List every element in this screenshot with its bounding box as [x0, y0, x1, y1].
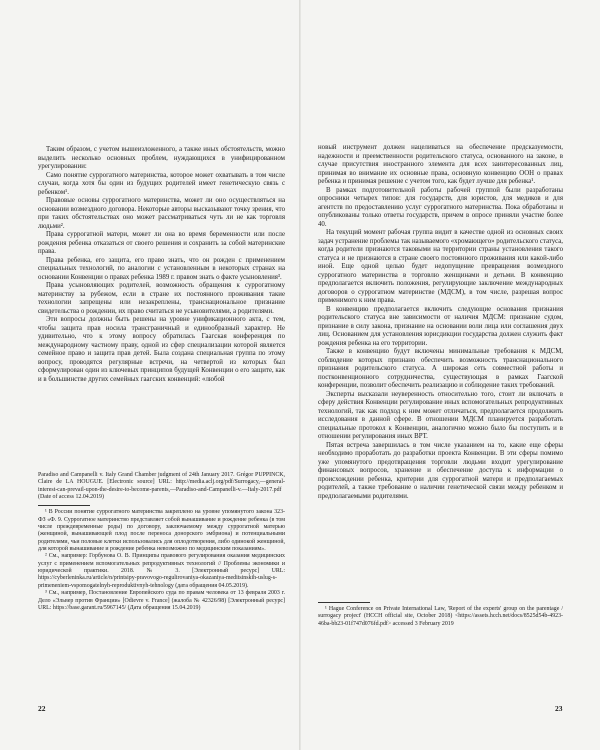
left-footnote-2: ² См., например: Горбунова О. В. Принципы правового регулирования оказания медицинских услуг с применением вспомогательных репродуктивных технологий // Проблемы экономики и юридической практики. 2018. № 3. [Электронный ресурс] URL: https://cyberleninka.ru/article/n/printsipy-pravovogo-regulirovaniya-okazaniya-meditsinskih-uslug-s-primeneniem-vspomogatelnyh-reproduktivnyh-tehnology (дата обращения 04.05.2019).	[38, 553, 285, 589]
right-paragraph-1: новый инструмент должен нацеливаться на обеспечение предсказуемости, надежности и преемственности родительского статуса, основанного на законе, в случае присутствия иностранного элемента для всех заинтересованных лиц, принимая во внимание их основные права, основную конвенцию ООН о правах ребенка и принимая решение с учетом того, как будет лучше для ребенка¹.	[318, 144, 563, 185]
left-footnote-citation: Paradiso and Campanelli v. Italy Grand Chamber judgment of 24th January 2017. Grégor PUPPINCK, Claire de LA HOUGUE. [Electronic source] URL: http://media.aclj.org/pdf/Surrogacy,—general-interest-can-prevail-upon-the-desire-to-become-parents,—Paradiso-and-Campanelli-v.—Italy-2017.pdf (Date of access 12.04.2019)	[38, 472, 285, 501]
left-footnote-1: ¹ В России понятие суррогатного материнства закреплено на уровне упомянутого закона 323-ФЗ «Ф. 9. Суррогатное материнство представляет собой вынашивание и рождение ребенка (в том числе преждевременные роды) по договору, заключаемому между суррогатной матерью (женщиной, вынашивающей плод после переноса донорского эмбриона) и потенциальными родителями, чьи половые клетки использовались для оплодотворения, либо одинокой женщиной, для которой вынашивание и рождение ребенка невозможно по медицинским показаниям».	[38, 509, 285, 553]
right-page	[301, 0, 600, 750]
left-paragraph-7: Эти вопросы должны быть решены на уровне унификационного акта, с тем, чтобы защита прав носила трансграничный и единообразный характер. Не удивительно, что к этому вопросу обратилась Гаагская конференция по международному частному праву, одной из сфер специализации которой является семейное право и защита прав детей. Была создана специальная группа по этому вопросу, проводятся регулярные встречи, на четвертой из которых был сформулирован один из ключевых принципов будущей Конвенции о его защите, как и в большинстве других семейных гаагских конвенций: «любой	[38, 316, 285, 383]
right-paragraph-6: Эксперты высказали неуверенность относительно того, стоит ли включать в сферу действия Конвенции регулирование иных вспомогательных репродуктивных технологий, так как подход к ним может отличаться, предполагается продолжить исследования в данной сфере. В отношении МДСМ планируется разработать специальные протокол к Конвенции, аналогично можно было бы поступить и в отношении регулирования иных ВРТ.	[318, 390, 563, 440]
left-paragraph-5: Права ребенка, его защита, его право знать, что он рожден с применением специальных технологий, по аналогии с установленным в некоторых странах на основании Конвенции о правах ребенка 1989 г. правом знать о факте усыновления³.	[38, 256, 285, 281]
left-footnotes	[38, 472, 285, 612]
right-paragraph-3: На текущий момент рабочая группа видит в качестве одной из основных своих задач устранение проблемы так называемого «хромающего» родительского статуса, когда родители признаются таковыми на территории страны установления такого статуса и не признаются в стране своего постоянного проживания или какой-либо иной. Еще одной целью будет недопущение превращения возмездного суррогатного материнства в торговлю женщинами и детьми. В конвенцию предполагается включить положения, регулирующие заключение международных договоров о суррогатном материнстве (МДСМ), в том числе, разрешая вопрос применимого к ним права.	[318, 229, 563, 304]
left-paragraph-2: Само понятие суррогатного материнства, которое может охватывать в том числе случаи, когда хотя бы один из будущих родителей имеет генетическую связь с ребенком¹.	[38, 171, 285, 196]
left-footnote-3: ³ См., например, Постановление Европейского суда по правам человека от 13 февраля 2003 г. Дело «Эльвер против Франции» [Odievre v. France] (жалоба № 42326/98) [Электронный ресурс] URL: https://base.garant.ru/5967145/ (Дата обращения 15.04.2019)	[38, 590, 285, 611]
footnote-separator	[38, 505, 90, 506]
left-body-text	[38, 146, 285, 384]
left-paragraph-1: Таким образом, с учетом вышеизложенного, а также иных обстоятельств, можно выделить несколько основных проблем, нуждающихся в унифицированном урегулировании:	[38, 146, 285, 170]
left-page-number: 22	[38, 704, 46, 713]
right-footnote-1: ¹ Hague Conference on Private International Law, 'Report of the experts' group on the parentage / surrogacy project' (HCCH official site, October 2018) <https://assets.hcch.net/docs/8525d54b-4923-46ba-bb23-01f747d076fd.pdf> accessed 3 February 2019	[318, 606, 563, 627]
left-paragraph-6: Права усыновляющих родителей, возможность обращения к суррогатному материнству за рубежом, если в стране их постоянного проживания такие технологии запрещены или незакреплены, транснациональное признание свидетельства о рождении, их право считаться не усыновителями, а родителями.	[38, 282, 285, 315]
right-body-text	[318, 144, 563, 501]
right-paragraph-5: Также в конвенцию будут включены минимальные требования к МДСМ, соблюдение которых признано обеспечить возможность транснационального признания родительского статуса. А широкая сеть совместной работы и постконвенционного сотрудничества, существующая в рамках Гаагской конференции, позволит обеспечить реализацию и соблюдение таких требований.	[318, 348, 563, 389]
right-paragraph-4: В конвенцию предполагается включить следующие основания признания родительского статуса вне зависимости от наличия МДСМ: признание судом, признание в силу закона, признание на основании воли лица или соглашения двух лиц. Основанием для установления юрисдикции государства должен служить факт рождения ребенка на его территории.	[318, 305, 563, 347]
left-paragraph-3: Правовые основы суррогатного материнства, может ли оно осуществляться на основании возмездного договора. Некоторые авторы высказывают точку зрения, что при таких обстоятельствах оно может рассматриваться чуть ли не как торговля людьми².	[38, 197, 285, 230]
footnote-separator	[318, 602, 370, 603]
right-page-number: 23	[555, 704, 563, 713]
right-footnotes	[318, 598, 563, 628]
left-page	[0, 0, 299, 750]
right-paragraph-2: В рамках подготовительной работы рабочей группой были разработаны опросники четырех типов: для государств, для юристов, для медиков и для агентств по предоставлению услуг суррогатного материнства. Пока обработаны и опубликованы только ответы государств, причем в опросе приняли участие более 40.	[318, 186, 563, 228]
left-paragraph-4: Права суррогатной матери, может ли она во время беременности или после рождения ребенка отказаться от своего решения и сохранить за собой материнские права.	[38, 231, 285, 255]
right-paragraph-7: Пятая встреча завершилась в том числе указанием на то, какие еще сферы необходимо проработать до разработки проекта Конвенции. В эти сферы помимо уже упомянутого предотвращения торговли людьми входит урегулирование финансовых вопросов, хранение и обеспечение доступа к информации о происхождении ребенка, критерии для суррогатной матери и предполагаемых родителей, а также требование о наличии генетической связи между ребенком и предполагаемыми родителями.	[318, 441, 563, 500]
